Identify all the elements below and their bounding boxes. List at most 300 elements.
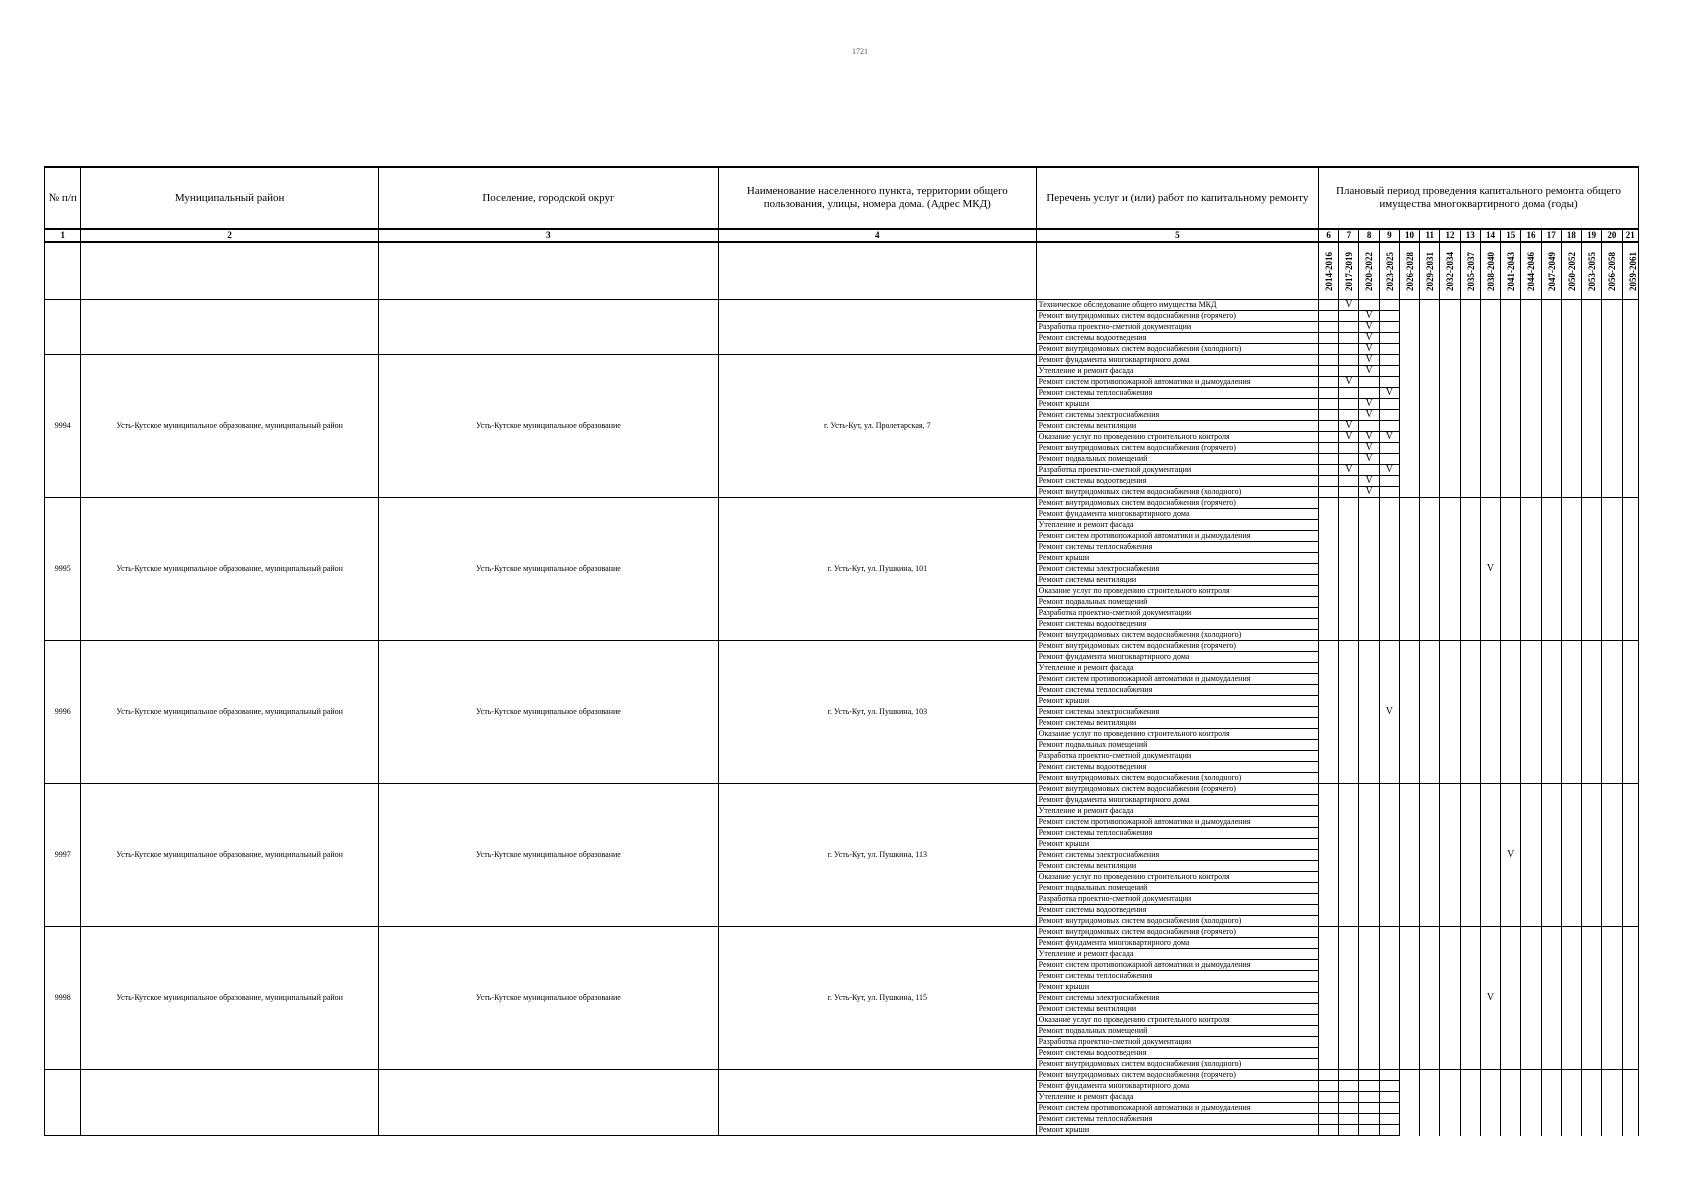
period-mark-cell	[1399, 454, 1419, 465]
work-name: Ремонт системы теплоснабжения	[1036, 388, 1318, 399]
period-header-2053-2055	[1582, 242, 1602, 300]
period-header-2026-2028	[1399, 242, 1419, 300]
period-mark-cell	[1399, 377, 1419, 388]
period-mark-cell	[1460, 454, 1480, 465]
period-mark-cell	[1501, 399, 1521, 410]
period-mark-cell	[1582, 487, 1602, 498]
period-mark-cell	[1501, 641, 1521, 784]
period-mark-cell	[1420, 421, 1440, 432]
period-mark-cell	[1602, 1103, 1622, 1114]
work-name: Ремонт системы вентиляции	[1036, 575, 1318, 586]
period-mark-cell	[1541, 355, 1561, 366]
period-mark-cell	[1602, 333, 1622, 344]
period-mark-cell	[1440, 399, 1460, 410]
work-name: Ремонт крыши	[1036, 839, 1318, 850]
period-mark-cell	[1339, 498, 1359, 641]
empty-cell	[45, 242, 81, 300]
period-mark-cell	[1440, 1125, 1460, 1136]
period-mark-cell	[1319, 366, 1339, 377]
period-mark-cell	[1622, 927, 1638, 1070]
period-mark-cell: V	[1339, 377, 1359, 388]
period-mark-cell	[1561, 344, 1581, 355]
period-mark-cell	[1399, 366, 1419, 377]
period-mark-cell	[1582, 443, 1602, 454]
period-mark-cell	[1440, 432, 1460, 443]
period-mark-cell	[1319, 1070, 1339, 1081]
period-mark-cell	[1622, 421, 1638, 432]
period-mark-cell	[1501, 432, 1521, 443]
period-header-2041-2043	[1501, 242, 1521, 300]
period-mark-cell	[1602, 443, 1622, 454]
period-mark-cell	[1521, 476, 1541, 487]
period-mark-cell	[1399, 443, 1419, 454]
period-mark-cell	[1561, 300, 1581, 311]
period-mark-cell	[1440, 377, 1460, 388]
period-mark-cell	[1339, 1070, 1359, 1081]
period-mark-cell	[1541, 399, 1561, 410]
capital-repair-register	[44, 166, 1639, 1136]
period-header-2014-2016	[1319, 242, 1339, 300]
period-mark-cell	[1480, 476, 1500, 487]
period-mark-cell	[1521, 344, 1541, 355]
work-name: Разработка проектно-сметной документации	[1036, 465, 1318, 476]
period-column-number: 16	[1521, 229, 1541, 242]
work-name: Ремонт системы электроснабжения	[1036, 850, 1318, 861]
period-column-number: 12	[1440, 229, 1460, 242]
settlement-cell	[378, 300, 718, 355]
period-mark-cell	[1541, 432, 1561, 443]
work-name: Ремонт внутридомовых систем водоснабжения (холодного)	[1036, 344, 1318, 355]
column-number: 1	[45, 229, 81, 242]
period-mark-cell	[1460, 410, 1480, 421]
period-mark-cell: V	[1359, 333, 1379, 344]
period-mark-cell	[1359, 465, 1379, 476]
settlement-cell	[378, 1070, 718, 1136]
period-mark-cell	[1582, 333, 1602, 344]
empty-cell	[81, 242, 379, 300]
period-label: 2059-2061	[1627, 251, 1638, 291]
period-mark-cell	[1399, 421, 1419, 432]
period-mark-cell	[1501, 454, 1521, 465]
period-mark-cell	[1460, 443, 1480, 454]
period-mark-cell	[1521, 487, 1541, 498]
header-settlement: Поселение, городской округ	[378, 167, 718, 229]
period-mark-cell	[1541, 443, 1561, 454]
work-name: Ремонт фундамента многоквартирного дома	[1036, 938, 1318, 949]
period-mark-cell	[1440, 443, 1460, 454]
period-mark-cell	[1460, 311, 1480, 322]
period-mark-cell	[1541, 1081, 1561, 1092]
header-number: № п/п	[45, 167, 81, 229]
work-name: Ремонт систем противопожарной автоматики и дымоудаления	[1036, 1103, 1318, 1114]
period-mark-cell	[1521, 410, 1541, 421]
period-mark-cell	[1339, 355, 1359, 366]
work-name: Ремонт фундамента многоквартирного дома	[1036, 652, 1318, 663]
period-column-number: 13	[1460, 229, 1480, 242]
period-label: 2029-2031	[1425, 251, 1436, 291]
period-mark-cell	[1521, 1092, 1541, 1103]
period-mark-cell	[1440, 784, 1460, 927]
period-label: 2050-2052	[1566, 251, 1577, 291]
period-mark-cell	[1622, 784, 1638, 927]
period-mark-cell	[1420, 300, 1440, 311]
period-label: 2032-2034	[1445, 251, 1456, 291]
period-mark-cell	[1379, 1114, 1399, 1125]
work-name: Ремонт системы электроснабжения	[1036, 564, 1318, 575]
work-name: Оказание услуг по проведению строительного контроля	[1036, 729, 1318, 740]
period-mark-cell	[1480, 1070, 1500, 1081]
period-mark-cell	[1460, 1081, 1480, 1092]
period-mark-cell	[1541, 421, 1561, 432]
period-mark-cell	[1460, 366, 1480, 377]
period-mark-cell	[1541, 1125, 1561, 1136]
period-mark-cell	[1561, 388, 1581, 399]
period-mark-cell	[1359, 1114, 1379, 1125]
period-mark-cell	[1440, 410, 1460, 421]
period-mark-cell	[1521, 1081, 1541, 1092]
period-mark-cell	[1399, 1103, 1419, 1114]
period-mark-cell	[1561, 355, 1581, 366]
work-name: Техническое обследование общего имущества МКД	[1036, 300, 1318, 311]
period-label: 2017-2019	[1344, 251, 1355, 291]
period-mark-cell	[1319, 454, 1339, 465]
period-mark-cell	[1379, 322, 1399, 333]
period-mark-cell: V	[1359, 487, 1379, 498]
period-mark-cell	[1602, 311, 1622, 322]
work-row	[45, 641, 1639, 652]
period-mark-cell	[1622, 1125, 1638, 1136]
period-mark-cell	[1399, 432, 1419, 443]
work-name: Ремонт системы вентиляции	[1036, 421, 1318, 432]
period-mark-cell	[1480, 421, 1500, 432]
period-mark-cell	[1480, 465, 1500, 476]
period-mark-cell	[1541, 388, 1561, 399]
work-name: Утепление и ремонт фасада	[1036, 949, 1318, 960]
period-mark-cell	[1319, 465, 1339, 476]
period-mark-cell	[1399, 388, 1419, 399]
period-mark-cell	[1399, 487, 1419, 498]
period-mark-cell	[1622, 355, 1638, 366]
period-mark-cell	[1379, 498, 1399, 641]
period-mark-cell	[1399, 498, 1419, 641]
period-mark-cell	[1460, 784, 1480, 927]
address-cell: г. Усть-Кут, ул. Пушкина, 101	[718, 498, 1036, 641]
period-mark-cell	[1541, 1103, 1561, 1114]
period-mark-cell	[1521, 1103, 1541, 1114]
period-mark-cell	[1480, 487, 1500, 498]
period-mark-cell	[1602, 355, 1622, 366]
period-mark-cell	[1420, 432, 1440, 443]
period-mark-cell	[1420, 366, 1440, 377]
register-table	[44, 166, 1639, 1136]
period-mark-cell	[1602, 322, 1622, 333]
period-mark-cell	[1440, 1070, 1460, 1081]
work-name: Ремонт системы вентиляции	[1036, 718, 1318, 729]
header-district: Муниципальный район	[81, 167, 379, 229]
period-mark-cell	[1582, 454, 1602, 465]
period-mark-cell	[1399, 344, 1419, 355]
address-cell	[718, 1070, 1036, 1136]
period-mark-cell	[1319, 476, 1339, 487]
period-mark-cell	[1541, 927, 1561, 1070]
period-column-number: 21	[1622, 229, 1638, 242]
work-name: Ремонт системы водоотведения	[1036, 905, 1318, 916]
period-mark-cell	[1379, 487, 1399, 498]
period-mark-cell	[1480, 399, 1500, 410]
period-mark-cell	[1460, 322, 1480, 333]
work-name: Оказание услуг по проведению строительного контроля	[1036, 872, 1318, 883]
period-mark-cell	[1582, 399, 1602, 410]
period-mark-cell	[1440, 388, 1460, 399]
period-mark-cell	[1420, 498, 1440, 641]
period-mark-cell	[1319, 1114, 1339, 1125]
period-mark-cell: V	[1359, 355, 1379, 366]
period-mark-cell	[1319, 1092, 1339, 1103]
work-name: Ремонт крыши	[1036, 1125, 1318, 1136]
header-planned-period: Плановый период проведения капитального ремонта общего имущества многоквартирного дома (годы)	[1319, 167, 1639, 229]
period-mark-cell	[1480, 1114, 1500, 1125]
period-mark-cell	[1582, 784, 1602, 927]
period-mark-cell	[1561, 1103, 1581, 1114]
period-mark-cell	[1602, 641, 1622, 784]
work-name: Разработка проектно-сметной документации	[1036, 894, 1318, 905]
period-mark-cell	[1602, 421, 1622, 432]
period-mark-cell: V	[1339, 421, 1359, 432]
period-mark-cell	[1440, 333, 1460, 344]
period-mark-cell	[1319, 300, 1339, 311]
period-mark-cell	[1561, 927, 1581, 1070]
header-row	[45, 167, 1639, 229]
period-mark-cell	[1379, 344, 1399, 355]
period-mark-cell	[1602, 344, 1622, 355]
period-mark-cell	[1582, 322, 1602, 333]
period-mark-cell	[1561, 333, 1581, 344]
period-label: 2023-2025	[1384, 251, 1395, 291]
period-mark-cell	[1561, 641, 1581, 784]
period-mark-cell	[1622, 1103, 1638, 1114]
period-mark-cell	[1379, 784, 1399, 927]
period-mark-cell	[1480, 377, 1500, 388]
period-mark-cell	[1582, 1103, 1602, 1114]
period-column-number: 15	[1501, 229, 1521, 242]
period-mark-cell	[1339, 1125, 1359, 1136]
period-mark-cell	[1582, 641, 1602, 784]
period-mark-cell	[1582, 927, 1602, 1070]
work-name: Ремонт внутридомовых систем водоснабжения (холодного)	[1036, 630, 1318, 641]
period-mark-cell	[1541, 333, 1561, 344]
empty-cell	[1036, 242, 1318, 300]
period-mark-cell	[1622, 388, 1638, 399]
settlement-cell: Усть-Кутское муниципальное образование	[378, 498, 718, 641]
period-mark-cell	[1359, 1070, 1379, 1081]
period-mark-cell	[1501, 377, 1521, 388]
period-mark-cell	[1622, 432, 1638, 443]
period-column-number: 20	[1602, 229, 1622, 242]
period-mark-cell	[1460, 465, 1480, 476]
period-mark-cell	[1501, 1081, 1521, 1092]
period-mark-cell	[1379, 366, 1399, 377]
period-mark-cell	[1541, 784, 1561, 927]
period-mark-cell	[1501, 487, 1521, 498]
period-mark-cell	[1561, 432, 1581, 443]
period-mark-cell	[1379, 454, 1399, 465]
period-mark-cell	[1622, 1092, 1638, 1103]
period-label: 2014-2016	[1324, 251, 1334, 291]
period-mark-cell	[1460, 333, 1480, 344]
period-mark-cell	[1622, 1070, 1638, 1081]
settlement-cell: Усть-Кутское муниципальное образование	[378, 927, 718, 1070]
period-label: 2041-2043	[1506, 251, 1517, 291]
period-column-number: 10	[1399, 229, 1419, 242]
period-mark-cell	[1501, 1103, 1521, 1114]
period-mark-cell: V	[1359, 366, 1379, 377]
period-header-2020-2022	[1359, 242, 1379, 300]
work-name: Ремонт внутридомовых систем водоснабжения (холодного)	[1036, 487, 1318, 498]
period-mark-cell	[1379, 421, 1399, 432]
period-mark-cell	[1582, 366, 1602, 377]
period-mark-cell	[1521, 1125, 1541, 1136]
period-mark-cell	[1460, 355, 1480, 366]
period-mark-cell	[1339, 388, 1359, 399]
page-number: 1721	[852, 47, 868, 56]
period-mark-cell	[1521, 355, 1541, 366]
district-cell: Усть-Кутское муниципальное образование, муниципальный район	[81, 641, 379, 784]
period-mark-cell	[1622, 366, 1638, 377]
period-mark-cell	[1460, 1103, 1480, 1114]
period-mark-cell: V	[1339, 300, 1359, 311]
record-number: 9997	[45, 784, 81, 927]
period-mark-cell	[1359, 300, 1379, 311]
work-name: Ремонт подвальных помещений	[1036, 454, 1318, 465]
period-mark-cell	[1339, 311, 1359, 322]
work-name: Утепление и ремонт фасада	[1036, 520, 1318, 531]
period-mark-cell	[1420, 399, 1440, 410]
period-mark-cell	[1602, 476, 1622, 487]
period-mark-cell	[1399, 1125, 1419, 1136]
work-name: Ремонт крыши	[1036, 399, 1318, 410]
period-mark-cell	[1521, 399, 1541, 410]
period-mark-cell	[1420, 322, 1440, 333]
period-mark-cell	[1602, 465, 1622, 476]
period-mark-cell	[1561, 443, 1581, 454]
period-mark-cell	[1622, 476, 1638, 487]
period-mark-cell	[1561, 784, 1581, 927]
period-header-2035-2037	[1460, 242, 1480, 300]
period-header-2023-2025	[1379, 242, 1399, 300]
period-mark-cell	[1501, 344, 1521, 355]
work-name: Ремонт фундамента многоквартирного дома	[1036, 795, 1318, 806]
period-mark-cell	[1561, 1070, 1581, 1081]
period-mark-cell	[1521, 421, 1541, 432]
period-column-number: 14	[1480, 229, 1500, 242]
period-mark-cell	[1602, 410, 1622, 421]
period-mark-cell	[1379, 1125, 1399, 1136]
period-mark-cell	[1379, 443, 1399, 454]
period-mark-cell	[1480, 1081, 1500, 1092]
work-name: Ремонт системы вентиляции	[1036, 861, 1318, 872]
period-header-2029-2031	[1420, 242, 1440, 300]
period-mark-cell	[1319, 322, 1339, 333]
period-mark-cell	[1440, 300, 1460, 311]
period-mark-cell	[1460, 377, 1480, 388]
work-name: Ремонт внутридомовых систем водоснабжения (горячего)	[1036, 641, 1318, 652]
work-row	[45, 927, 1639, 938]
period-mark-cell	[1460, 641, 1480, 784]
work-name: Ремонт системы теплоснабжения	[1036, 971, 1318, 982]
work-name: Ремонт внутридомовых систем водоснабжения (горячего)	[1036, 784, 1318, 795]
work-name: Ремонт системы водоотведения	[1036, 619, 1318, 630]
period-mark-cell	[1561, 1114, 1581, 1125]
period-mark-cell	[1561, 399, 1581, 410]
period-mark-cell	[1460, 1070, 1480, 1081]
period-mark-cell	[1460, 1114, 1480, 1125]
period-mark-cell	[1319, 388, 1339, 399]
period-mark-cell	[1339, 1103, 1359, 1114]
work-name: Оказание услуг по проведению строительного контроля	[1036, 432, 1318, 443]
period-mark-cell	[1501, 443, 1521, 454]
period-mark-cell	[1521, 784, 1541, 927]
district-cell	[81, 1070, 379, 1136]
period-mark-cell	[1339, 476, 1359, 487]
period-mark-cell	[1521, 641, 1541, 784]
period-mark-cell	[1379, 300, 1399, 311]
period-mark-cell	[1541, 300, 1561, 311]
period-mark-cell	[1561, 476, 1581, 487]
period-mark-cell	[1399, 1092, 1419, 1103]
work-name: Ремонт системы теплоснабжения	[1036, 1114, 1318, 1125]
period-mark-cell	[1399, 399, 1419, 410]
record-number: 9998	[45, 927, 81, 1070]
work-name: Ремонт системы электроснабжения	[1036, 410, 1318, 421]
period-mark-cell	[1440, 927, 1460, 1070]
period-mark-cell	[1541, 1114, 1561, 1125]
period-mark-cell	[1379, 377, 1399, 388]
address-cell: г. Усть-Кут, ул. Пушкина, 113	[718, 784, 1036, 927]
period-mark-cell	[1480, 322, 1500, 333]
period-mark-cell	[1420, 784, 1440, 927]
period-mark-cell	[1420, 377, 1440, 388]
period-column-number: 6	[1319, 229, 1339, 242]
period-mark-cell	[1561, 1125, 1581, 1136]
period-mark-cell	[1582, 1125, 1602, 1136]
period-mark-cell	[1501, 1125, 1521, 1136]
period-mark-cell	[1602, 498, 1622, 641]
period-mark-cell	[1440, 344, 1460, 355]
period-mark-cell	[1541, 1092, 1561, 1103]
period-mark-cell	[1339, 454, 1359, 465]
period-mark-cell	[1420, 388, 1440, 399]
period-mark-cell: V	[1359, 454, 1379, 465]
period-column-number: 8	[1359, 229, 1379, 242]
period-mark-cell	[1622, 344, 1638, 355]
period-mark-cell	[1399, 784, 1419, 927]
work-row	[45, 300, 1639, 311]
period-mark-cell	[1339, 322, 1359, 333]
period-mark-cell	[1480, 641, 1500, 784]
period-mark-cell	[1582, 1070, 1602, 1081]
period-mark-cell	[1359, 641, 1379, 784]
period-mark-cell	[1359, 377, 1379, 388]
period-mark-cell	[1602, 1070, 1622, 1081]
record-number: 9994	[45, 355, 81, 498]
work-name: Ремонт подвальных помещений	[1036, 740, 1318, 751]
period-mark-cell	[1480, 1092, 1500, 1103]
work-name: Ремонт системы теплоснабжения	[1036, 685, 1318, 696]
period-mark-cell	[1602, 399, 1622, 410]
period-mark-cell	[1420, 1092, 1440, 1103]
period-mark-cell	[1319, 487, 1339, 498]
period-mark-cell	[1541, 377, 1561, 388]
